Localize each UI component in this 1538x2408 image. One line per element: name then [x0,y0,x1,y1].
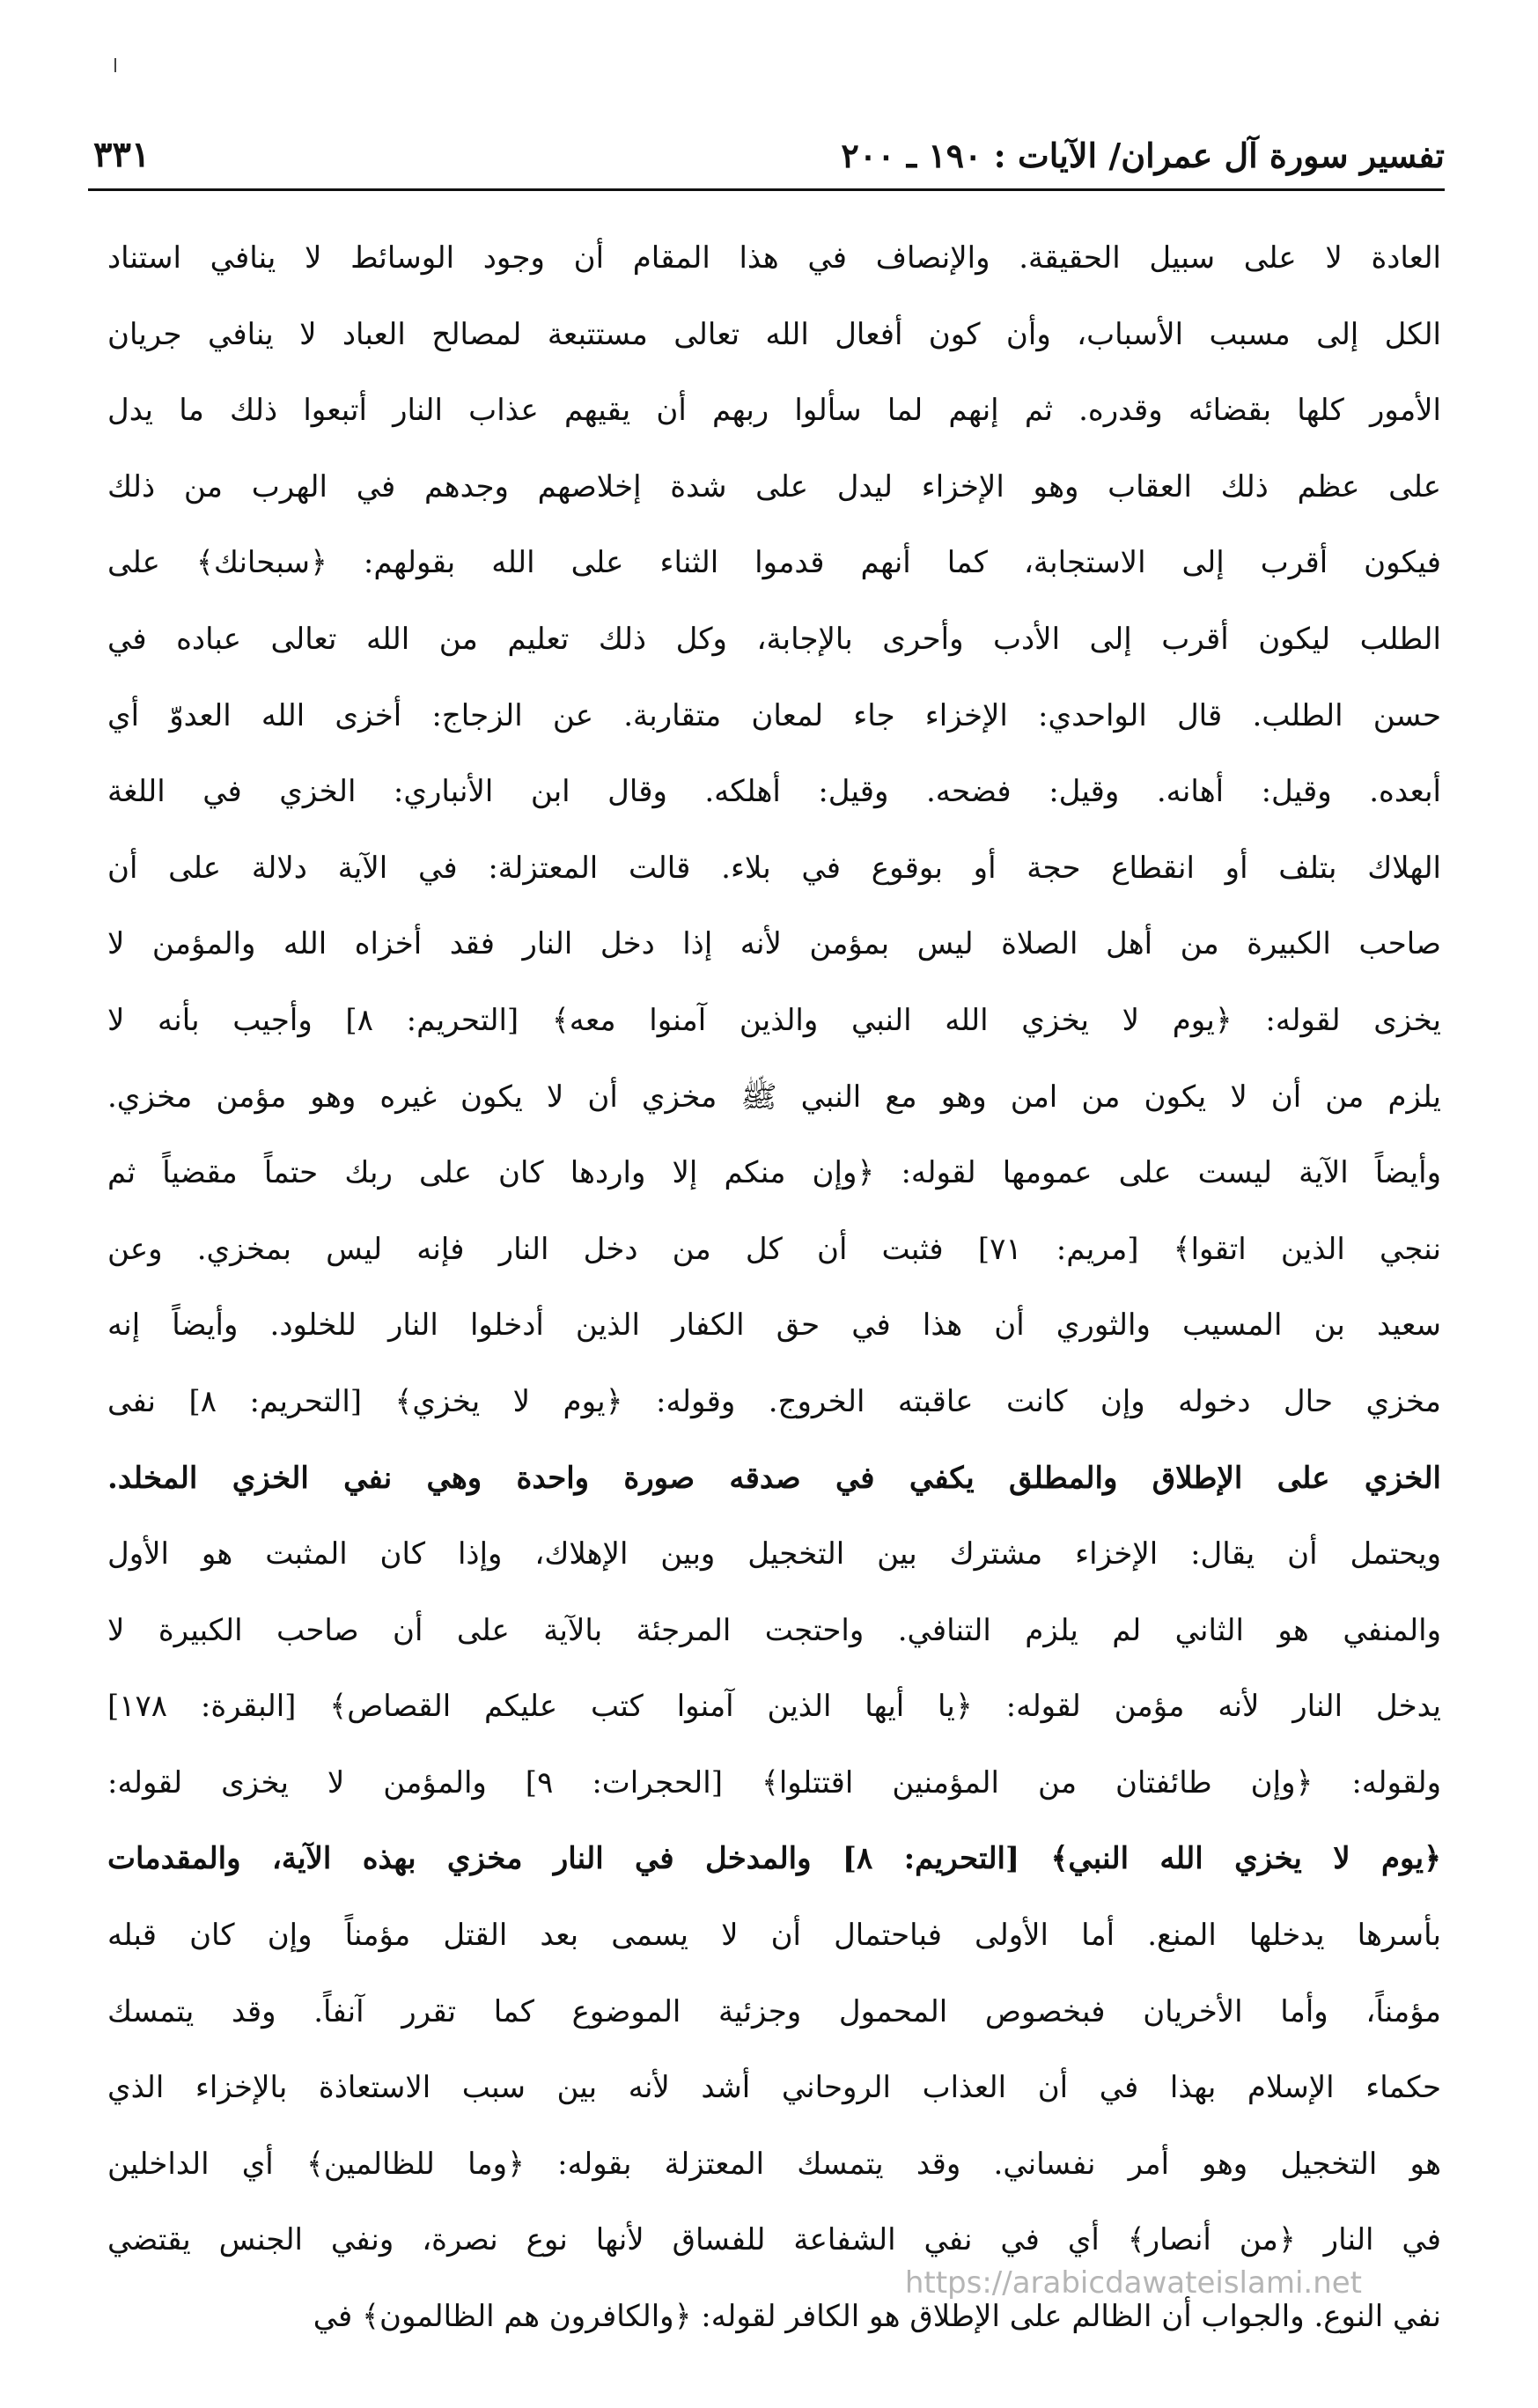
text-line: حسن الطلب. قال الواحدي: الإخزاء جاء لمعان متقاربة. عن الزجاج: أخزى الله العدوّ أي [107,697,1441,733]
text-line: حكماء الإسلام بهذا في أن العذاب الروحاني أشد لأنه بين سبب الاستعاذة بالإخزاء الذي [107,2070,1441,2106]
text-line: ﴿يوم لا يخزي الله النبي﴾ [التحريم: ٨] والمدخل في النار مخزي بهذه الآية، والمقدمات [107,1841,1441,1877]
text-line: وأيضاً الآية ليست على عمومها لقوله: ﴿وإن منكم إلا واردها كان على ربك حتماً مقضياً ثم [107,1155,1441,1191]
running-title: تفسير سورة آل عمران/ الآيات : ١٩٠ ـ ٢٠٠ [841,136,1445,175]
watermark-url: https://arabicdawateislami.net [904,2265,1362,2301]
text-line: في النار ﴿من أنصار﴾ أي في نفي الشفاعة للفساق لأنها نوع نصرة، ونفي الجنس يقتضي [107,2222,1441,2258]
text-line: مخزي حال دخوله وإن كانت عاقبته الخروج. وقوله: ﴿يوم لا يخزي﴾ [التحريم: ٨] نفى [107,1383,1441,1419]
body-text [107,220,1441,2355]
page-number: ٣٣١ [93,134,151,175]
text-line: الخزي على الإطلاق والمطلق يكفي في صدقه صورة واحدة وهي نفي الخزي المخلد. [107,1460,1441,1496]
margin-mark [114,58,116,72]
text-line: سعيد بن المسيب والثوري أن هذا في حق الكفار الذين أدخلوا النار للخلود. وأيضاً إنه [107,1307,1441,1344]
text-line: الكل إلى مسبب الأسباب، وأن كون أفعال الله تعالى مستتبعة لمصالح العباد لا ينافي جريان [107,316,1441,352]
page-header [88,132,1445,191]
text-line: الهلاك بتلف أو انقطاع حجة أو بوقوع في بلاء. قالت المعتزلة: في الآية دلالة على أن [107,850,1441,886]
text-line: فيكون أقرب إلى الاستجابة، كما أنهم قدموا الثناء على الله بقولهم: ﴿سبحانك﴾ على [107,545,1441,581]
text-line: بأسرها يدخلها المنع. أما الأولى فباحتمال أن لا يسمى بعد القتل مؤمناً وإن كان قبله [107,1918,1441,1954]
text-line: أبعده. وقيل: أهانه. وقيل: فضحه. وقيل: أهلكه. وقال ابن الأنباري: الخزي في اللغة [107,774,1441,810]
text-line: يلزم من أن لا يكون من امن وهو مع النبي ﷺ مخزي أن لا يكون غيره وهو مؤمن مخزي. [107,1079,1441,1115]
text-line: على عظم ذلك العقاب وهو الإخزاء ليدل على شدة إخلاصهم وجدهم في الهرب من ذلك [107,468,1441,504]
text-line: مؤمناً، وأما الأخريان فبخصوص المحمول وجزئية الموضوع كما تقرر آنفاً. وقد يتمسك [107,1993,1441,2029]
text-line: يدخل النار لأنه مؤمن لقوله: ﴿يا أيها الذين آمنوا كتب عليكم القصاص﴾ [البقرة: ١٧٨] [107,1689,1441,1725]
text-line: ويحتمل أن يقال: الإخزاء مشترك بين التخجيل وبين الإهلاك، وإذا كان المثبت هو الأول [107,1536,1441,1572]
text-line: العادة لا على سبيل الحقيقة. والإنصاف في هذا المقام أن وجود الوسائط لا ينافي استناد [107,240,1441,276]
text-line: صاحب الكبيرة من أهل الصلاة ليس بمؤمن لأنه إذا دخل النار فقد أخزاه الله والمؤمن لا [107,926,1441,962]
text-line: الأمور كلها بقضائه وقدره. ثم إنهم لما سألوا ربهم أن يقيهم عذاب النار أتبعوا ذلك ما يدل [107,393,1441,429]
text-line: ننجي الذين اتقوا﴾ [مريم: ٧١] فثبت أن كل من دخل النار فإنه ليس بمخزي. وعن [107,1231,1441,1267]
text-line: يخزى لقوله: ﴿يوم لا يخزي الله النبي والذين آمنوا معه﴾ [التحريم: ٨] وأجيب بأنه لا [107,1002,1441,1038]
text-line: الطلب ليكون أقرب إلى الأدب وأحرى بالإجابة، وكل ذلك تعليم من الله تعالى عباده في [107,621,1441,657]
text-line: والمنفي هو الثاني لم يلزم التنافي. واحتجت المرجئة بالآية على أن صاحب الكبيرة لا [107,1612,1441,1648]
text-line: ولقوله: ﴿وإن طائفتان من المؤمنين اقتتلوا﴾ [الحجرات: ٩] والمؤمن لا يخزى لقوله: [107,1764,1441,1800]
text-line: هو التخجيل وهو أمر نفساني. وقد يتمسك المعتزلة بقوله: ﴿وما للظالمين﴾ أي الداخلين [107,2146,1441,2182]
text-line: نفي النوع. والجواب أن الظالم على الإطلاق هو الكافر لقوله: ﴿والكافرون هم الظالمون﴾ في [313,2299,1441,2335]
